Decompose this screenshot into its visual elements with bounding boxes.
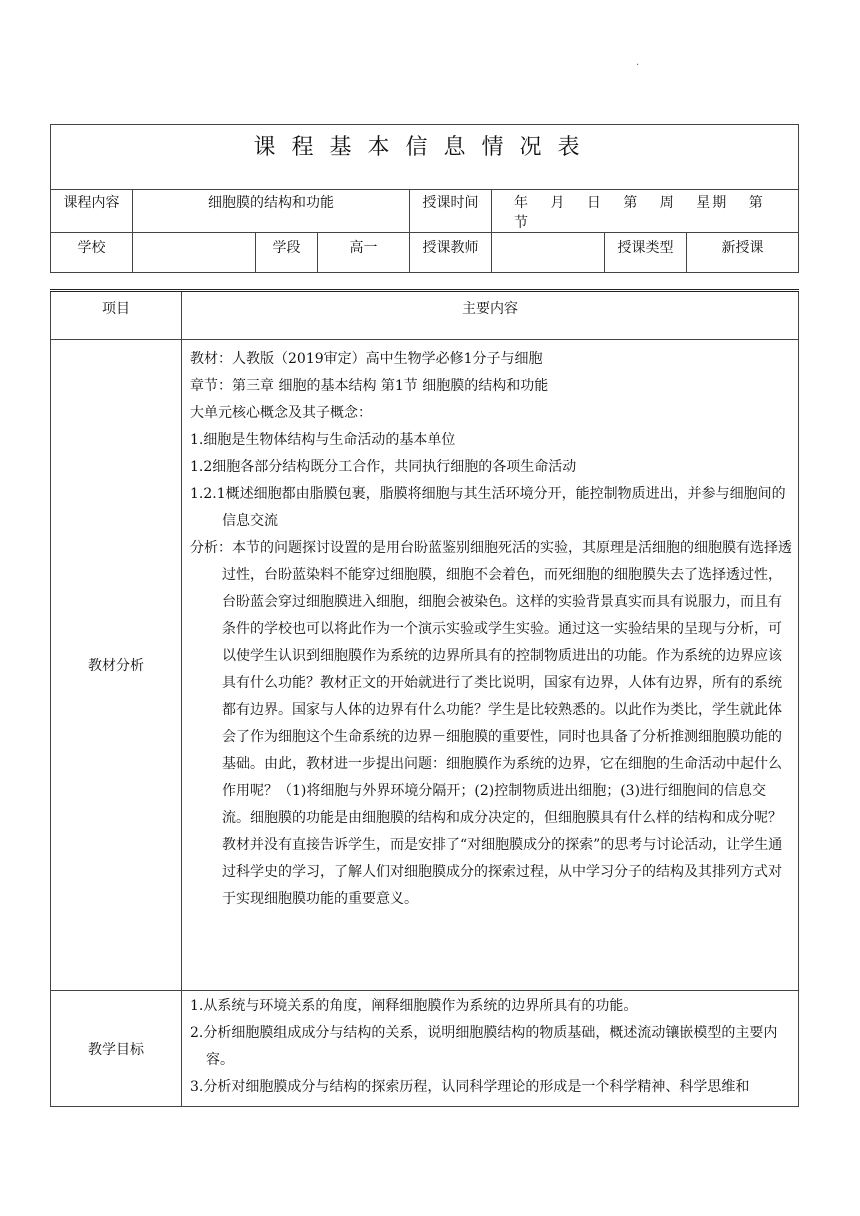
concept-1-2-1: 1.2.1概述细胞都由脂膜包裹，脂膜将细胞与其生活环境分开，能控制物质进出，并参与细胞间的信息交流 — [190, 486, 786, 529]
school-label: 学校 — [51, 233, 133, 273]
stage-label: 学段 — [256, 233, 318, 273]
col-header-item: 项目 — [51, 291, 182, 340]
course-info-table — [50, 124, 799, 273]
course-value: 细胞膜的结构和功能 — [133, 190, 410, 233]
type-label: 授课类型 — [605, 233, 687, 273]
teacher-label: 授课教师 — [410, 233, 492, 273]
col-header-content: 主要内容 — [182, 291, 799, 340]
page-marker: · — [636, 60, 640, 71]
time-value: 年 月 日 第 周 星期 第 节 — [492, 190, 799, 233]
concept-1-2: 1.2细胞各部分结构既分工合作，共同执行细胞的各项生命活动 — [190, 459, 577, 475]
course-label: 课程内容 — [51, 190, 133, 233]
goals-label: 教学目标 — [51, 991, 182, 1107]
time-label: 授课时间 — [410, 190, 492, 233]
goal-1: 1.从系统与环境关系的角度，阐释细胞膜作为系统的边界所具有的功能。 — [190, 998, 638, 1014]
analysis-content — [182, 340, 799, 991]
stage-value: 高一 — [318, 233, 410, 273]
analysis-paragraph: 分析：本节的问题探讨设置的是用台盼蓝鉴别细胞死活的实验，其原理是活细胞的细胞膜有选择透过性，台盼蓝染料不能穿过细胞膜，细胞不会着色，而死细胞的细胞膜失去了选择透过性，台盼蓝会穿过细胞膜进入细胞，细胞会被染色。这样的实验背景真实而具有说服力，而且有条件的学校也可以将此作为一个演示实验或学生实验。通过这一实验结果的呈现与分析，可以使学生认识到细胞膜作为系统的边界所具有的控制物质进出的功能。作为系统的边界应该具有什么功能？教材正文的开始就进行了类比说明，国家有边界，人体有边界，所有的系统都有边界。国家与人体的边界有什么功能？学生是比较熟悉的。以此作为类比，学生就此体会了作为细胞这个生命系统的边界－细胞膜的重要性，同时也具备了分析推测细胞膜功能的基础。由此，教材进一步提出问题：细胞膜作为系统的边界，它在细胞的生命活动中起什么作用呢？（1)将细胞与外界环境分隔开；(2)控制物质进出细胞；(3)进行细胞间的信息交流。细胞膜的功能是由细胞膜的结构和成分决定的，但细胞膜具有什么样的结构和成分呢？教材并没有直接告诉学生，而是安排了“对细胞膜成分的探索”的思考与讨论活动，让学生通过科学史的学习，了解人们对细胞膜成分的探索过程，从中学习分子的结构及其排列方式对于实现细胞膜功能的重要意义。 — [190, 540, 792, 907]
textbook-line: 教材：人教版（2019审定）高中生物学必修1分子与细胞 — [190, 351, 543, 367]
analysis-label: 教材分析 — [51, 340, 182, 991]
chapter-line: 章节：第三章 细胞的基本结构 第1节 细胞膜的结构和功能 — [190, 378, 549, 394]
teacher-value — [492, 233, 605, 273]
concept-1: 1.细胞是生物体结构与生命活动的基本单位 — [190, 432, 456, 448]
goal-2: 2.分析细胞膜组成成分与结构的关系，说明细胞膜结构的物质基础，概述流动镶嵌模型的主要内容。 — [190, 1025, 778, 1068]
main-content-table — [50, 289, 799, 1107]
goals-content — [182, 991, 799, 1107]
table-title: 课程基本信息情况表 — [51, 125, 799, 190]
type-value: 新授课 — [687, 233, 799, 273]
goal-3: 3.分析对细胞膜成分与结构的探索历程，认同科学理论的形成是一个科学精神、科学思维和 — [190, 1079, 750, 1095]
school-value — [133, 233, 256, 273]
core-concept-heading: 大单元核心概念及其子概念： — [190, 405, 372, 421]
